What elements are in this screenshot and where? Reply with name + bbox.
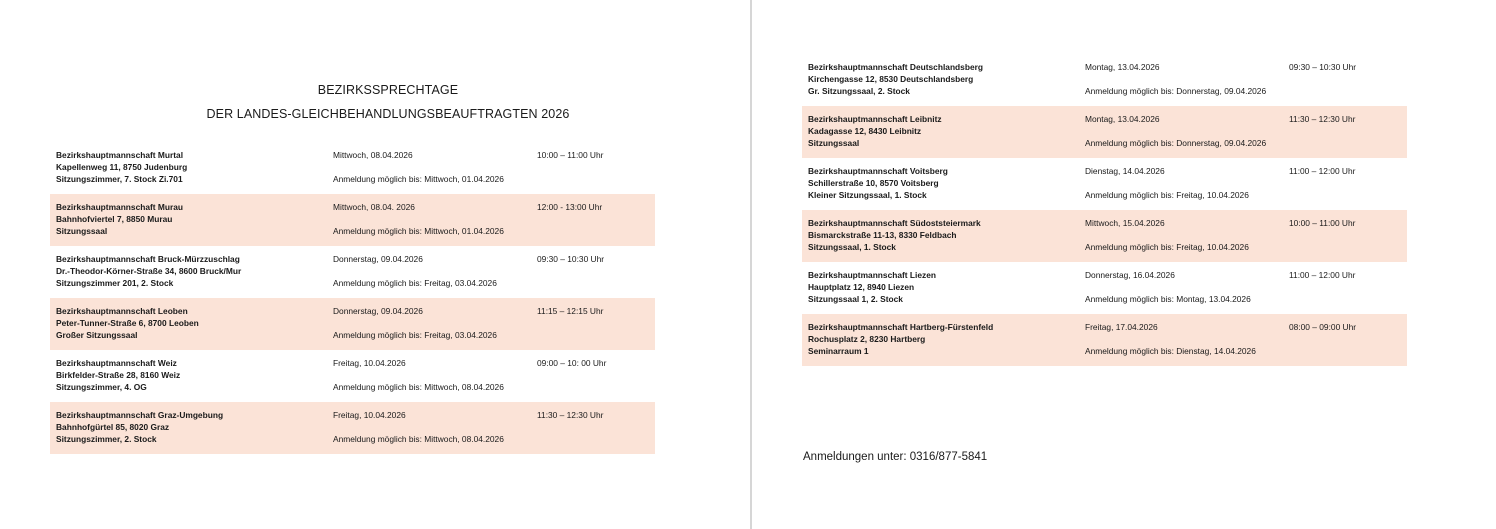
location-cell <box>808 269 936 305</box>
session-date: Montag, 13.04.2026 <box>1085 114 1160 124</box>
meeting-room: Kleiner Sitzungssaal, 1. Stock <box>808 190 927 200</box>
date-cell <box>1085 269 1251 305</box>
session-row <box>802 210 1407 262</box>
location-cell <box>56 253 241 289</box>
registration-deadline: Anmeldung möglich bis: Montag, 13.04.2026 <box>1085 294 1251 304</box>
registration-contact: Anmeldungen unter: 0316/877-5841 <box>803 451 988 463</box>
registration-deadline: Anmeldung möglich bis: Donnerstag, 09.04.2026 <box>1085 86 1267 96</box>
session-row <box>50 142 655 194</box>
office-name: Bezirkshauptmannschaft Leoben <box>56 306 188 316</box>
office-name: Bezirkshauptmannschaft Hartberg-Fürstenfeld <box>808 322 994 332</box>
office-address: Bismarckstraße 11-13, 8330 Feldbach <box>808 230 957 240</box>
meeting-room: Sitzungszimmer, 4. OG <box>56 382 147 392</box>
office-name: Bezirkshauptmannschaft Bruck-Mürzzuschlag <box>56 254 240 264</box>
location-cell <box>56 149 187 185</box>
session-row <box>802 54 1407 106</box>
location-cell <box>808 113 942 149</box>
session-date: Mittwoch, 15.04.2026 <box>1085 218 1165 228</box>
meeting-room: Sitzungssaal <box>808 138 860 148</box>
office-address: Kirchengasse 12, 8530 Deutschlandsberg <box>808 74 974 84</box>
location-cell <box>808 321 993 357</box>
session-row <box>50 246 655 298</box>
date-cell <box>1085 113 1266 149</box>
session-row <box>802 158 1407 210</box>
location-cell <box>56 305 199 341</box>
date-cell <box>1085 165 1249 201</box>
office-name: Bezirkshauptmannschaft Deutschlandsberg <box>808 62 983 72</box>
office-address: Peter-Tunner-Straße 6, 8700 Leoben <box>56 318 199 328</box>
registration-deadline: Anmeldung möglich bis: Freitag, 03.04.2026 <box>333 330 497 340</box>
session-time: 09:00 – 10: 00 Uhr <box>537 358 607 368</box>
session-row <box>50 194 655 246</box>
session-row <box>802 314 1407 366</box>
location-cell <box>808 217 981 253</box>
meeting-room: Großer Sitzungssaal <box>56 330 138 340</box>
session-row <box>50 298 655 350</box>
office-address: Schillerstraße 10, 8570 Voitsberg <box>808 178 939 188</box>
office-name: Bezirkshauptmannschaft Murau <box>56 202 184 212</box>
office-name: Bezirkshauptmannschaft Leibnitz <box>808 114 942 124</box>
session-row <box>802 262 1407 314</box>
meeting-room: Sitzungssaal, 1. Stock <box>808 242 896 252</box>
session-time: 10:00 – 11:00 Uhr <box>1289 218 1356 228</box>
office-address: Bahnhofgürtel 85, 8020 Graz <box>56 422 170 432</box>
location-cell <box>56 201 183 237</box>
session-date: Freitag, 10.04.2026 <box>333 410 406 420</box>
session-time: 11:15 – 12:15 Uhr <box>537 306 604 316</box>
session-time: 12:00 - 13:00 Uhr <box>537 202 603 212</box>
date-cell <box>333 305 497 341</box>
session-date: Donnerstag, 16.04.2026 <box>1085 270 1175 280</box>
registration-deadline: Anmeldung möglich bis: Donnerstag, 09.04.2026 <box>1085 138 1267 148</box>
session-date: Freitag, 10.04.2026 <box>333 358 406 368</box>
document-subtitle: DER LANDES-GLEICHBEHANDLUNGSBEAUFTRAGTEN 2026 <box>206 107 570 121</box>
location-cell <box>808 61 983 97</box>
schedule-table-left <box>50 142 655 454</box>
date-cell <box>333 357 504 393</box>
session-date: Dienstag, 14.04.2026 <box>1085 166 1165 176</box>
location-cell <box>808 165 948 201</box>
session-row <box>50 402 655 454</box>
office-address: Kadagasse 12, 8430 Leibnitz <box>808 126 922 136</box>
office-address: Birkfelder-Straße 28, 8160 Weiz <box>56 370 181 380</box>
schedule-table-right <box>802 54 1407 366</box>
registration-deadline: Anmeldung möglich bis: Mittwoch, 01.04.2026 <box>333 174 504 184</box>
office-address: Bahnhofviertel 7, 8850 Murau <box>56 214 173 224</box>
document-page-right <box>752 0 1496 529</box>
session-time: 11:30 – 12:30 Uhr <box>537 410 604 420</box>
date-cell <box>1085 321 1256 357</box>
session-time: 08:00 – 09:00 Uhr <box>1289 322 1357 332</box>
office-name: Bezirkshauptmannschaft Graz-Umgebung <box>56 410 224 420</box>
session-date: Donnerstag, 09.04.2026 <box>333 306 423 316</box>
office-name: Bezirkshauptmannschaft Südoststeiermark <box>808 218 981 228</box>
session-date: Freitag, 17.04.2026 <box>1085 322 1158 332</box>
registration-deadline: Anmeldung möglich bis: Freitag, 10.04.2026 <box>1085 190 1249 200</box>
office-address: Kapellenweg 11, 8750 Judenburg <box>56 162 188 172</box>
office-address: Dr.-Theodor-Körner-Straße 34, 8600 Bruck/Mur <box>56 266 242 276</box>
date-cell <box>1085 217 1249 253</box>
office-address: Rochusplatz 2, 8230 Hartberg <box>808 334 926 344</box>
meeting-room: Sitzungssaal 1, 2. Stock <box>808 294 903 304</box>
session-row <box>802 106 1407 158</box>
location-cell <box>56 357 180 393</box>
office-address: Hauptplatz 12, 8940 Liezen <box>808 282 915 292</box>
date-cell <box>333 409 504 445</box>
session-date: Mittwoch, 08.04. 2026 <box>333 202 415 212</box>
registration-deadline: Anmeldung möglich bis: Freitag, 03.04.2026 <box>333 278 497 288</box>
meeting-room: Sitzungszimmer 201, 2. Stock <box>56 278 174 288</box>
meeting-room: Sitzungssaal <box>56 226 108 236</box>
session-date: Donnerstag, 09.04.2026 <box>333 254 423 264</box>
session-time: 11:00 – 12:00 Uhr <box>1289 270 1356 280</box>
session-time: 10:00 – 11:00 Uhr <box>537 150 604 160</box>
session-row <box>50 350 655 402</box>
session-time: 11:00 – 12:00 Uhr <box>1289 166 1356 176</box>
date-cell <box>333 201 504 237</box>
date-cell <box>333 149 504 185</box>
location-cell <box>56 409 223 445</box>
meeting-room: Gr. Sitzungssaal, 2. Stock <box>808 86 910 96</box>
meeting-room: Seminarraum 1 <box>808 346 869 356</box>
registration-deadline: Anmeldung möglich bis: Freitag, 10.04.2026 <box>1085 242 1249 252</box>
office-name: Bezirkshauptmannschaft Liezen <box>808 270 936 280</box>
date-cell <box>333 253 497 289</box>
meeting-room: Sitzungszimmer, 7. Stock Zi.701 <box>56 174 183 184</box>
registration-deadline: Anmeldung möglich bis: Dienstag, 14.04.2026 <box>1085 346 1256 356</box>
session-time: 11:30 – 12:30 Uhr <box>1289 114 1356 124</box>
office-name: Bezirkshauptmannschaft Murtal <box>56 150 184 160</box>
document-title: BEZIRKSSPRECHTAGE <box>317 83 459 97</box>
office-name: Bezirkshauptmannschaft Weiz <box>56 358 177 368</box>
session-time: 09:30 – 10:30 Uhr <box>537 254 605 264</box>
registration-deadline: Anmeldung möglich bis: Mittwoch, 08.04.2026 <box>333 382 504 392</box>
date-cell <box>1085 61 1266 97</box>
registration-deadline: Anmeldung möglich bis: Mittwoch, 01.04.2026 <box>333 226 504 236</box>
registration-deadline: Anmeldung möglich bis: Mittwoch, 08.04.2026 <box>333 434 504 444</box>
session-date: Montag, 13.04.2026 <box>1085 62 1160 72</box>
session-time: 09:30 – 10:30 Uhr <box>1289 62 1357 72</box>
office-name: Bezirkshauptmannschaft Voitsberg <box>808 166 948 176</box>
meeting-room: Sitzungszimmer, 2. Stock <box>56 434 157 444</box>
session-date: Mittwoch, 08.04.2026 <box>333 150 413 160</box>
